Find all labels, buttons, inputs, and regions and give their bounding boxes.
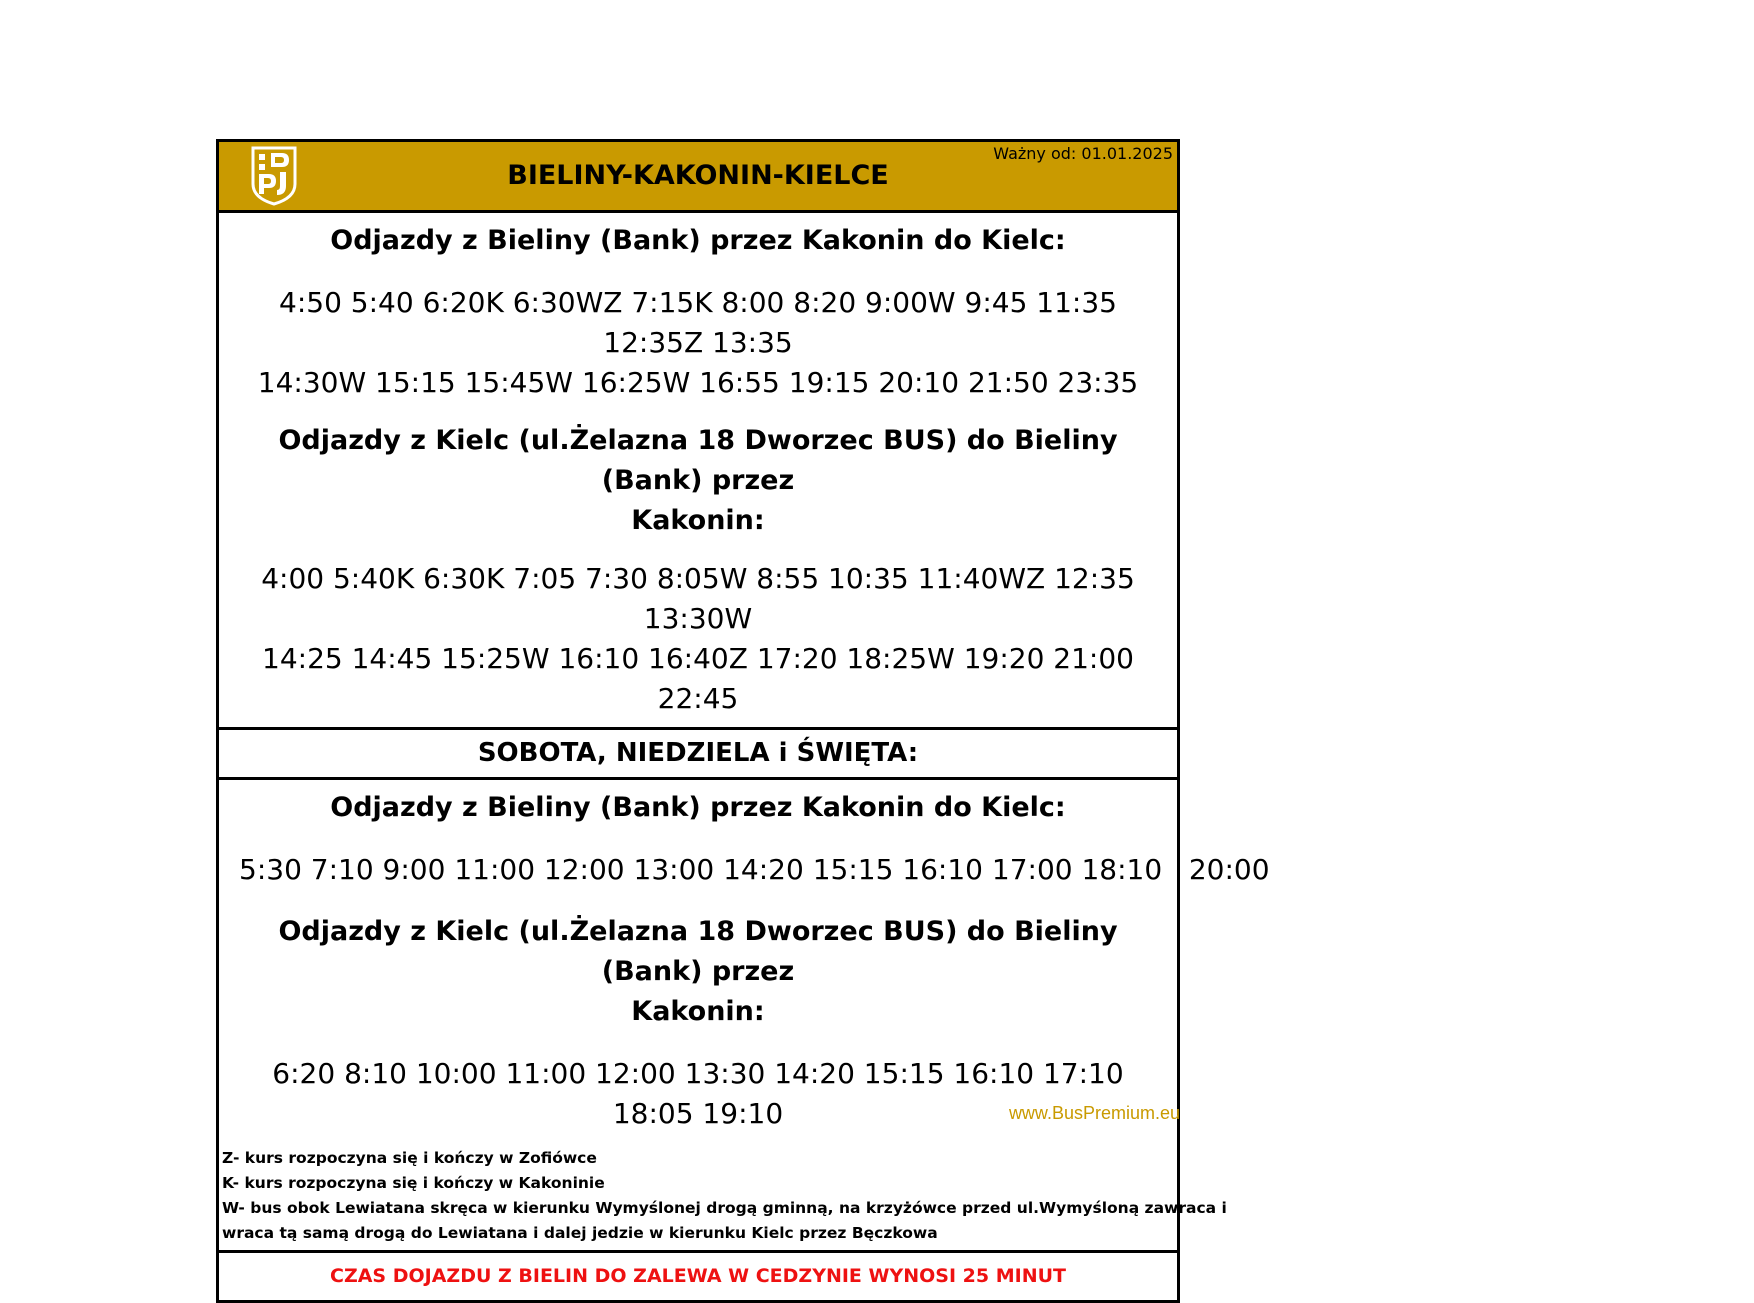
travel-time-note: CZAS DOJAZDU Z BIELIN DO ZALEWA W CEDZYNIE WYNOSI 25 MINUT — [330, 1265, 1066, 1287]
website-link[interactable]: www.BusPremium.eu — [1008, 1103, 1180, 1123]
weekend-return-title-line-2: Kakonin: — [631, 996, 765, 1027]
legend-note-z: Z- kurs rozpoczyna się i kończy w Zofiówce — [222, 1149, 597, 1167]
timetable-sheet — [216, 139, 1270, 1303]
weekday-schedule — [219, 213, 1177, 730]
legend-notes — [219, 1138, 1227, 1253]
route-title: BIELINY-KAKONIN-KIELCE — [507, 160, 889, 191]
weekend-return-title-line-1: Odjazdy z Kielc (ul.Żelazna 18 Dworzec BUS) do Bieliny (Bank) przez — [278, 916, 1118, 987]
weekday-outbound-times-line-1: 4:50 5:40 6:20K 6:30WZ 7:15K 8:00 8:20 9:00W 9:45 11:35 12:35Z 13:35 — [279, 286, 1117, 359]
weekend-outbound-times: 5:30 7:10 9:00 11:00 12:00 13:00 14:20 15:15 16:10 17:00 18:10 20:00 — [239, 853, 1270, 886]
legend-note-w-line-2: wraca tą samą drogą do Lewiatana i dalej jedzie w kierunku Kielc przez Bęczkowa — [222, 1224, 938, 1242]
legend-note-w-line-1: W- bus obok Lewiatana skręca w kierunku Wymyślonej drogą gminną, na krzyżówce przed ul.Wymyśloną zawraca i — [222, 1199, 1227, 1217]
weekday-outbound-times-line-2: 14:30W 15:15 15:45W 16:25W 16:55 19:15 20:10 21:50 23:35 — [257, 366, 1139, 399]
weekday-return-times-line-1: 4:00 5:40K 6:30K 7:05 7:30 8:05W 8:55 10:35 11:40WZ 12:35 13:30W — [261, 562, 1135, 635]
weekday-outbound-title: Odjazdy z Bieliny (Bank) przez Kakonin do Kielc: — [330, 225, 1066, 256]
weekend-outbound-title: Odjazdy z Bieliny (Bank) przez Kakonin do Kielc: — [330, 792, 1066, 823]
legend-note-k: K- kurs rozpoczyna się i kończy w Kakoninie — [222, 1174, 605, 1192]
timetable-header — [219, 142, 1177, 213]
valid-from-date: Ważny od: 01.01.2025 — [993, 144, 1173, 163]
weekday-return-times-line-2: 14:25 14:45 15:25W 16:10 16:40Z 17:20 18:25W 19:20 21:00 22:45 — [262, 642, 1134, 715]
weekday-return-title-line-1: Odjazdy z Kielc (ul.Żelazna 18 Dworzec BUS) do Bieliny (Bank) przez — [278, 425, 1118, 496]
weekend-heading: SOBOTA, NIEDZIELA i ŚWIĘTA: — [219, 730, 1177, 780]
weekend-return-times: 6:20 8:10 10:00 11:00 12:00 13:30 14:20 15:15 16:10 17:10 18:05 19:10 — [272, 1057, 1124, 1130]
weekend-schedule — [219, 780, 1270, 1138]
weekday-return-title-line-2: Kakonin: — [631, 505, 765, 536]
